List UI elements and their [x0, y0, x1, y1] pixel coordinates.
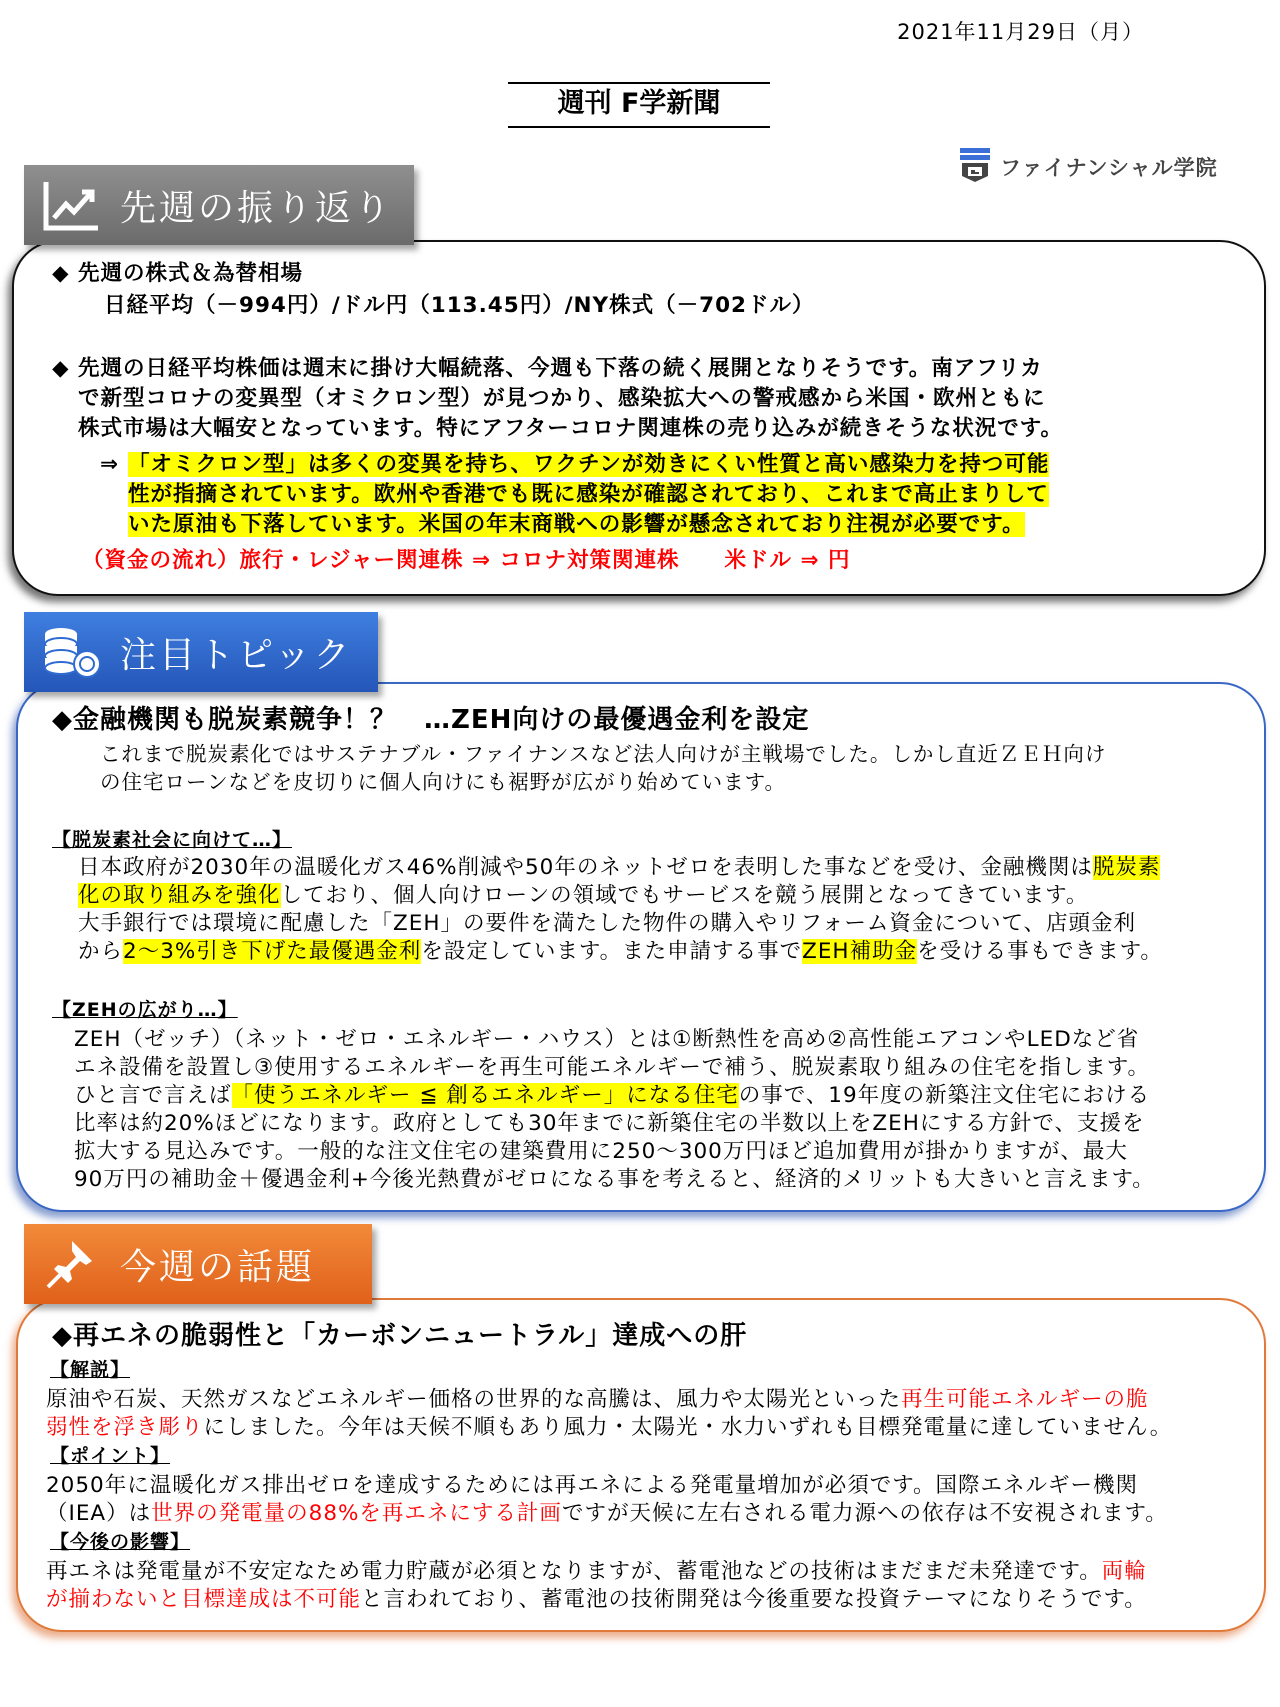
subsection-heading: 【ポイント】: [50, 1445, 171, 1467]
topic-headline: ◆再エネの脆弱性と「カーボンニュートラル」達成への肝: [52, 1321, 748, 1351]
coin-stack-icon: [36, 616, 108, 688]
highlight-text: 「オミクロン型」は多くの変異を持ち、ワクチンが効きにくい性質と高い感染力を持つ可能: [128, 452, 1050, 477]
text: の事で、19年度の新築注文住宅における: [738, 1083, 1151, 1108]
subsection-line: 2050年に温暖化ガス排出ゼロを達成するためには再エネによる発電量増加が必須です。国際エネルギー機関: [46, 1473, 1139, 1498]
subsection-line: ZEH（ゼッチ）（ネット・ゼロ・エネルギー・ハウス）とは①断熱性を高め②高性能エアコンやLEDなど省: [74, 1027, 1140, 1052]
brand-name: ファイナンシャル学院: [1000, 156, 1218, 180]
subsection-line: 大手銀行では環境に配慮した「ZEH」の要件を満たした物件の購入やリフォーム資金について、店頭金利: [78, 911, 1137, 936]
subsection-heading: 【解説】: [50, 1359, 131, 1381]
money-flow: （資金の流れ）旅行・レジャー関連株 ⇒ コロナ対策関連株 米ドル ⇒ 円: [82, 548, 851, 573]
highlight-line: [128, 511, 1025, 539]
brand-logo-icon: [958, 146, 992, 188]
text: ひと言で言えば: [74, 1083, 232, 1108]
featured-topic-title: 注目トピック: [120, 634, 353, 676]
pushpin-icon: [36, 1228, 108, 1300]
text: 再エネは発電量が不安定なため電力貯蔵が必須となりますが、蓄電池などの技術はまだまだ未発達です。: [46, 1559, 1102, 1584]
highlight-text: 脱炭素: [1092, 855, 1161, 880]
text: と言われており、蓄電池の技術開発は今後重要な投資テーマになりそうです。: [361, 1587, 1147, 1612]
subsection-heading: 【ZEHの広がり…】: [52, 999, 238, 1021]
highlight-text: ZEH補助金: [802, 939, 918, 964]
subsection-line: [78, 882, 1088, 910]
text: ですが天候に左右される電力源への依存は不安視されます。: [561, 1501, 1168, 1526]
emphasis-text: が揃わないと目標達成は不可能: [46, 1587, 362, 1612]
subsection-line: エネ設備を設置し③使用するエネルギーを再生可能エネルギーで補う、脱炭素取り組みの住宅を指します。: [74, 1055, 1151, 1080]
topic-intro-line: の住宅ローンなどを皮切りに個人向けにも裾野が広がり始めています。: [100, 770, 786, 794]
subsection-line: [74, 1082, 1150, 1110]
review-paragraph-line: ◆ 先週の日経平均株価は週末に掛け大幅続落、今週も下落の続く展開となりそうです。南アフリカ: [52, 356, 1043, 381]
subsection-line: [46, 1414, 1172, 1442]
highlight-text: いた原油も下落しています。米国の年末商戦への影響が懸念されており注視が必要です。: [128, 512, 1025, 537]
text: 原油や石炭、天然ガスなどエネルギー価格の世界的な高騰は、風力や太陽光といった: [46, 1387, 902, 1412]
subsection-heading: 【今後の影響】: [50, 1531, 191, 1553]
issue-date: 2021年11月29日（月）: [897, 20, 1144, 44]
arrow-symbol: ⇒: [100, 452, 120, 477]
emphasis-text: 再生可能エネルギーの脆: [901, 1387, 1149, 1412]
highlight-text: 2～3%引き下げた最優遇金利: [123, 939, 422, 964]
emphasis-text: 世界の発電量の88%を再エネにする計画: [151, 1501, 562, 1526]
line-chart-icon: [36, 169, 108, 241]
text: しており、個人向けローンの領域でもサービスを競う展開となってきています。: [280, 883, 1089, 908]
topic-intro-line: これまで脱炭素化ではサステナブル・ファイナンスなど法人向けが主戦場でした。しかし直近ＺＥＨ向け: [100, 742, 1107, 766]
emphasis-text: 両輪: [1101, 1559, 1147, 1584]
subsection-line: 90万円の補助金＋優遇金利+今後光熱費がゼロになる事を考えると、経済的メリットも大きいと言えます。: [74, 1167, 1155, 1192]
market-heading: ◆ 先週の株式＆為替相場: [52, 261, 304, 286]
subsection-line: [46, 1586, 1147, 1614]
featured-topic-tab: [24, 612, 378, 692]
subsection-line: [78, 854, 1160, 882]
weekly-topic-title: 今週の話題: [120, 1246, 316, 1288]
subsection-heading: 【脱炭素社会に向けて…】: [52, 829, 293, 851]
review-paragraph-line: 株式市場は大幅安となっています。特にアフターコロナ関連株の売り込みが続きそうな状況です。: [78, 416, 1064, 441]
subsection-line: 比率は約20%ほどになります。政府としても30年までに新築住宅の半数以上をZEHにする方針で、支援を: [74, 1111, 1145, 1136]
highlight-text: 性が指摘されています。欧州や香港でも既に感染が確認されており、これまで高止まりして: [128, 482, 1049, 507]
weekly-topic-tab: [24, 1224, 372, 1304]
brand-logo: [958, 148, 1218, 186]
text: を受ける事もできます。: [917, 939, 1163, 964]
topic-headline: ◆金融機関も脱炭素競争！？ …ZEH向けの最優遇金利を設定: [52, 705, 810, 735]
text: 日本政府が2030年の温暖化ガス46%削減や50年のネットゼロを表明した事などを受け、金融機関は: [78, 855, 1093, 880]
subsection-line: 拡大する見込みです。一般的な注文住宅の建築費用に250～300万円ほど追加費用が掛かりますが、最大: [74, 1139, 1128, 1164]
highlight-line: [128, 451, 1049, 479]
market-values: 日経平均（－994円）/ドル円（113.45円）/NY株式（－702ドル）: [104, 293, 815, 318]
subsection-line: [46, 1558, 1147, 1586]
subsection-line: [78, 938, 1163, 966]
weekly-review-tab: [24, 165, 414, 245]
highlight-text: 「使うエネルギー ≦ 創るエネルギー」になる住宅: [231, 1083, 739, 1108]
weekly-review-title: 先週の振り返り: [120, 187, 394, 229]
text: から: [78, 939, 124, 964]
text: にしました。今年は天候不順もあり風力・太陽光・水力いずれも目標発電量に達していません。: [203, 1415, 1173, 1440]
newsletter-title: 週刊 F学新聞: [508, 82, 770, 128]
text: を設定しています。また申請する事で: [421, 939, 803, 964]
review-paragraph-line: で新型コロナの変異型（オミクロン型）が見つかり、感染拡大への警戒感から米国・欧州ともに: [78, 386, 1046, 411]
subsection-line: [46, 1386, 1149, 1414]
subsection-line: [46, 1500, 1168, 1528]
text: （IEA）は: [46, 1501, 152, 1526]
highlight-text: 化の取り組みを強化: [78, 883, 281, 908]
highlight-line: [128, 481, 1049, 509]
emphasis-text: 弱性を浮き彫り: [46, 1415, 204, 1440]
